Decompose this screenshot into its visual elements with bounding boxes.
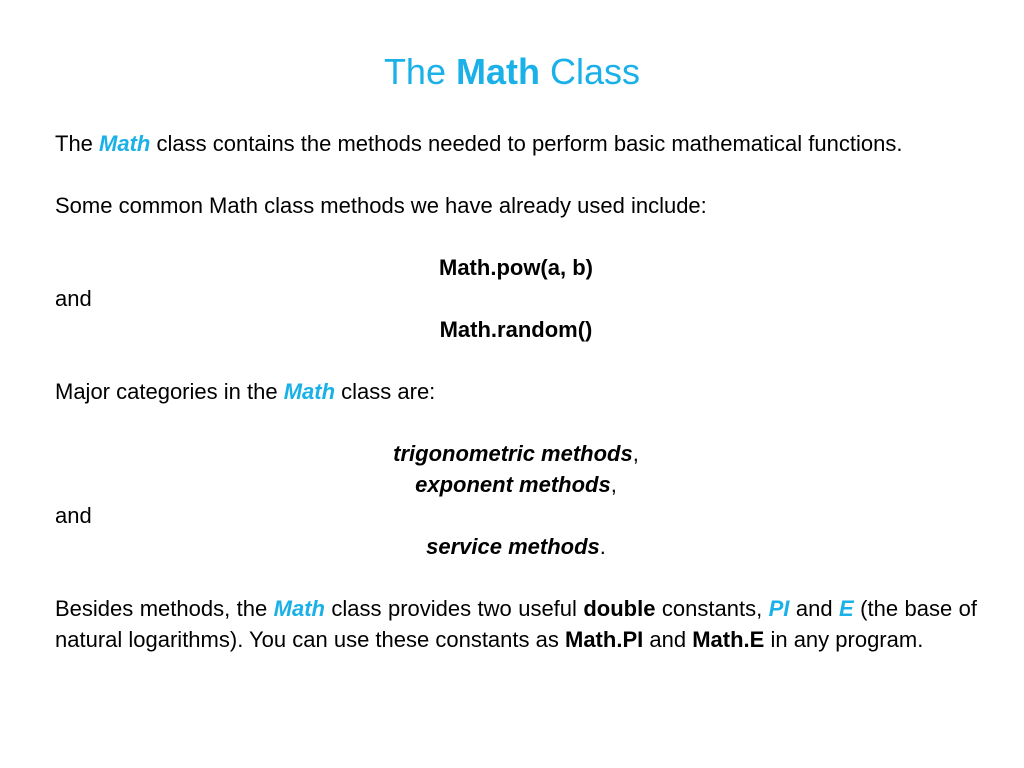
title-keyword: Math bbox=[456, 51, 540, 92]
categories-lead-end: class are: bbox=[341, 379, 436, 404]
category-service bbox=[55, 531, 977, 562]
double-keyword: double bbox=[583, 596, 656, 621]
intro-text-rest: class contains the methods needed to perform basic mathematical functions. bbox=[156, 131, 903, 156]
constants-text-2: class provides two useful bbox=[331, 596, 577, 621]
category-exponent bbox=[55, 469, 977, 500]
category-exponent-label: exponent methods bbox=[415, 472, 611, 497]
constants-text-1: Besides methods, the bbox=[55, 596, 268, 621]
method-random: Math.random() bbox=[439, 317, 593, 342]
category-exponent-punct: , bbox=[610, 472, 617, 497]
slide-title bbox=[0, 50, 1024, 94]
title-suffix: Class bbox=[550, 51, 641, 92]
math-e-constant: Math.E bbox=[692, 627, 765, 652]
slide-body bbox=[55, 128, 977, 655]
constants-text-5: (the base of natural logarithms). You can use these constants as bbox=[55, 596, 977, 652]
and-connector-1: and bbox=[55, 286, 92, 311]
category-trigonometric-label: trigonometric methods bbox=[393, 441, 633, 466]
common-methods-lead: Some common Math class methods we have already used include: bbox=[55, 193, 707, 218]
category-trigonometric-punct: , bbox=[632, 441, 639, 466]
constants-text-3: constants, bbox=[661, 596, 763, 621]
constants-text-6: and bbox=[649, 627, 687, 652]
pi-keyword: PI bbox=[768, 596, 790, 621]
category-trigonometric bbox=[55, 438, 977, 469]
categories-lead bbox=[55, 376, 977, 407]
method-pow: Math.pow(a, b) bbox=[439, 255, 593, 280]
constants-paragraph bbox=[55, 593, 977, 655]
e-keyword: E bbox=[839, 596, 854, 621]
title-prefix: The bbox=[383, 51, 446, 92]
constants-math-keyword: Math bbox=[273, 596, 325, 621]
intro-paragraph bbox=[55, 128, 977, 159]
constants-text-7: in any program. bbox=[770, 627, 924, 652]
constants-text-4: and bbox=[795, 596, 833, 621]
intro-math-keyword: Math bbox=[99, 131, 151, 156]
and-connector-2: and bbox=[55, 503, 92, 528]
categories-math-keyword: Math bbox=[283, 379, 336, 404]
categories-lead-start: Major categories in the bbox=[55, 379, 278, 404]
category-service-punct: . bbox=[599, 534, 606, 559]
category-service-label: service methods bbox=[426, 534, 600, 559]
intro-text-start: The bbox=[55, 131, 93, 156]
math-pi-constant: Math.PI bbox=[565, 627, 644, 652]
